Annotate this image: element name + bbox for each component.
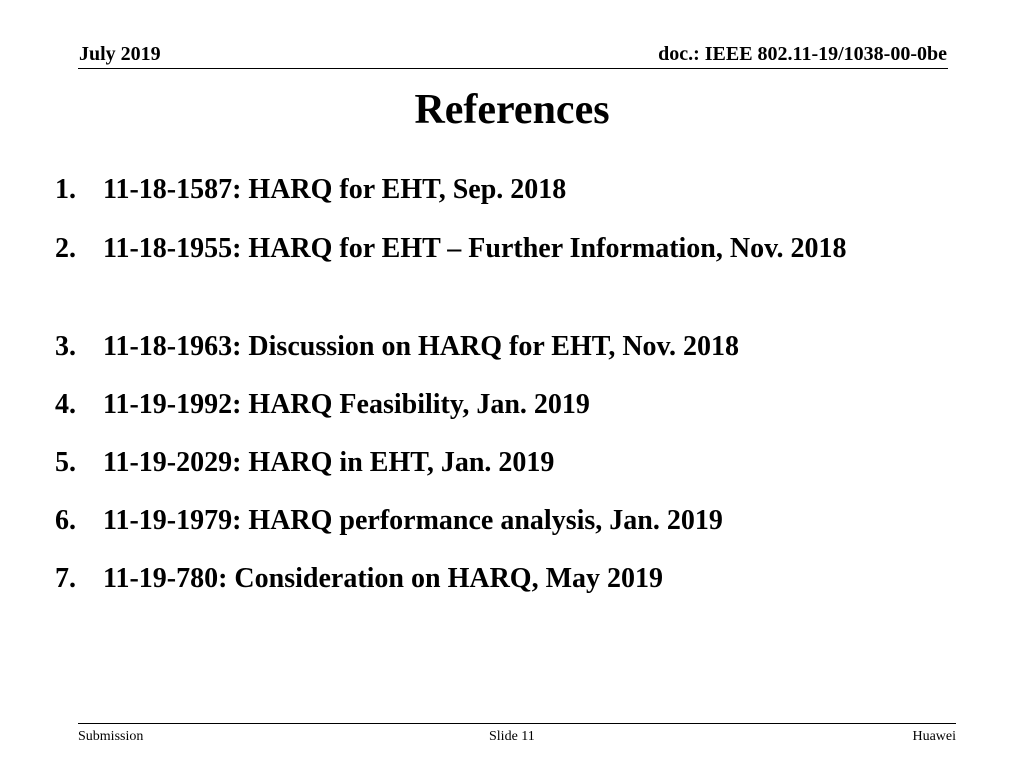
header-divider: [78, 68, 948, 69]
reference-text: 11-19-1992: HARQ Feasibility, Jan. 2019: [103, 389, 590, 420]
reference-number: 5.: [55, 447, 76, 478]
reference-number: 4.: [55, 389, 76, 420]
reference-number: 3.: [55, 331, 76, 362]
reference-item: [55, 327, 955, 367]
header-date: July 2019: [79, 43, 161, 65]
footer-divider: [78, 723, 956, 724]
reference-text: 11-18-1963: Discussion on HARQ for EHT, Nov. 2018: [103, 331, 740, 362]
reference-number: 6.: [55, 505, 76, 536]
reference-item: [55, 229, 955, 269]
reference-text: 11-19-780: Consideration on HARQ, May 2019: [103, 563, 663, 594]
reference-text: 11-18-1955: HARQ for EHT – Further Information, Nov. 2018: [103, 233, 847, 264]
reference-text: 11-19-1979: HARQ performance analysis, Jan. 2019: [103, 505, 723, 536]
reference-item: [55, 559, 955, 599]
reference-item: [55, 501, 955, 541]
reference-item: [55, 385, 955, 425]
reference-number: 2.: [55, 233, 76, 264]
footer-company: Huawei: [912, 729, 956, 744]
slide-title: References: [414, 87, 610, 133]
reference-text: 11-18-1587: HARQ for EHT, Sep. 2018: [103, 174, 567, 205]
reference-number: 7.: [55, 563, 76, 594]
reference-item: [55, 443, 955, 483]
reference-text: 11-19-2029: HARQ in EHT, Jan. 2019: [103, 447, 555, 478]
footer-submission: Submission: [78, 729, 144, 744]
footer-slide-number: Slide 11: [489, 729, 535, 744]
reference-number: 1.: [55, 174, 76, 205]
header-doc-id: doc.: IEEE 802.11-19/1038-00-0be: [658, 43, 947, 65]
reference-item: [55, 170, 955, 210]
